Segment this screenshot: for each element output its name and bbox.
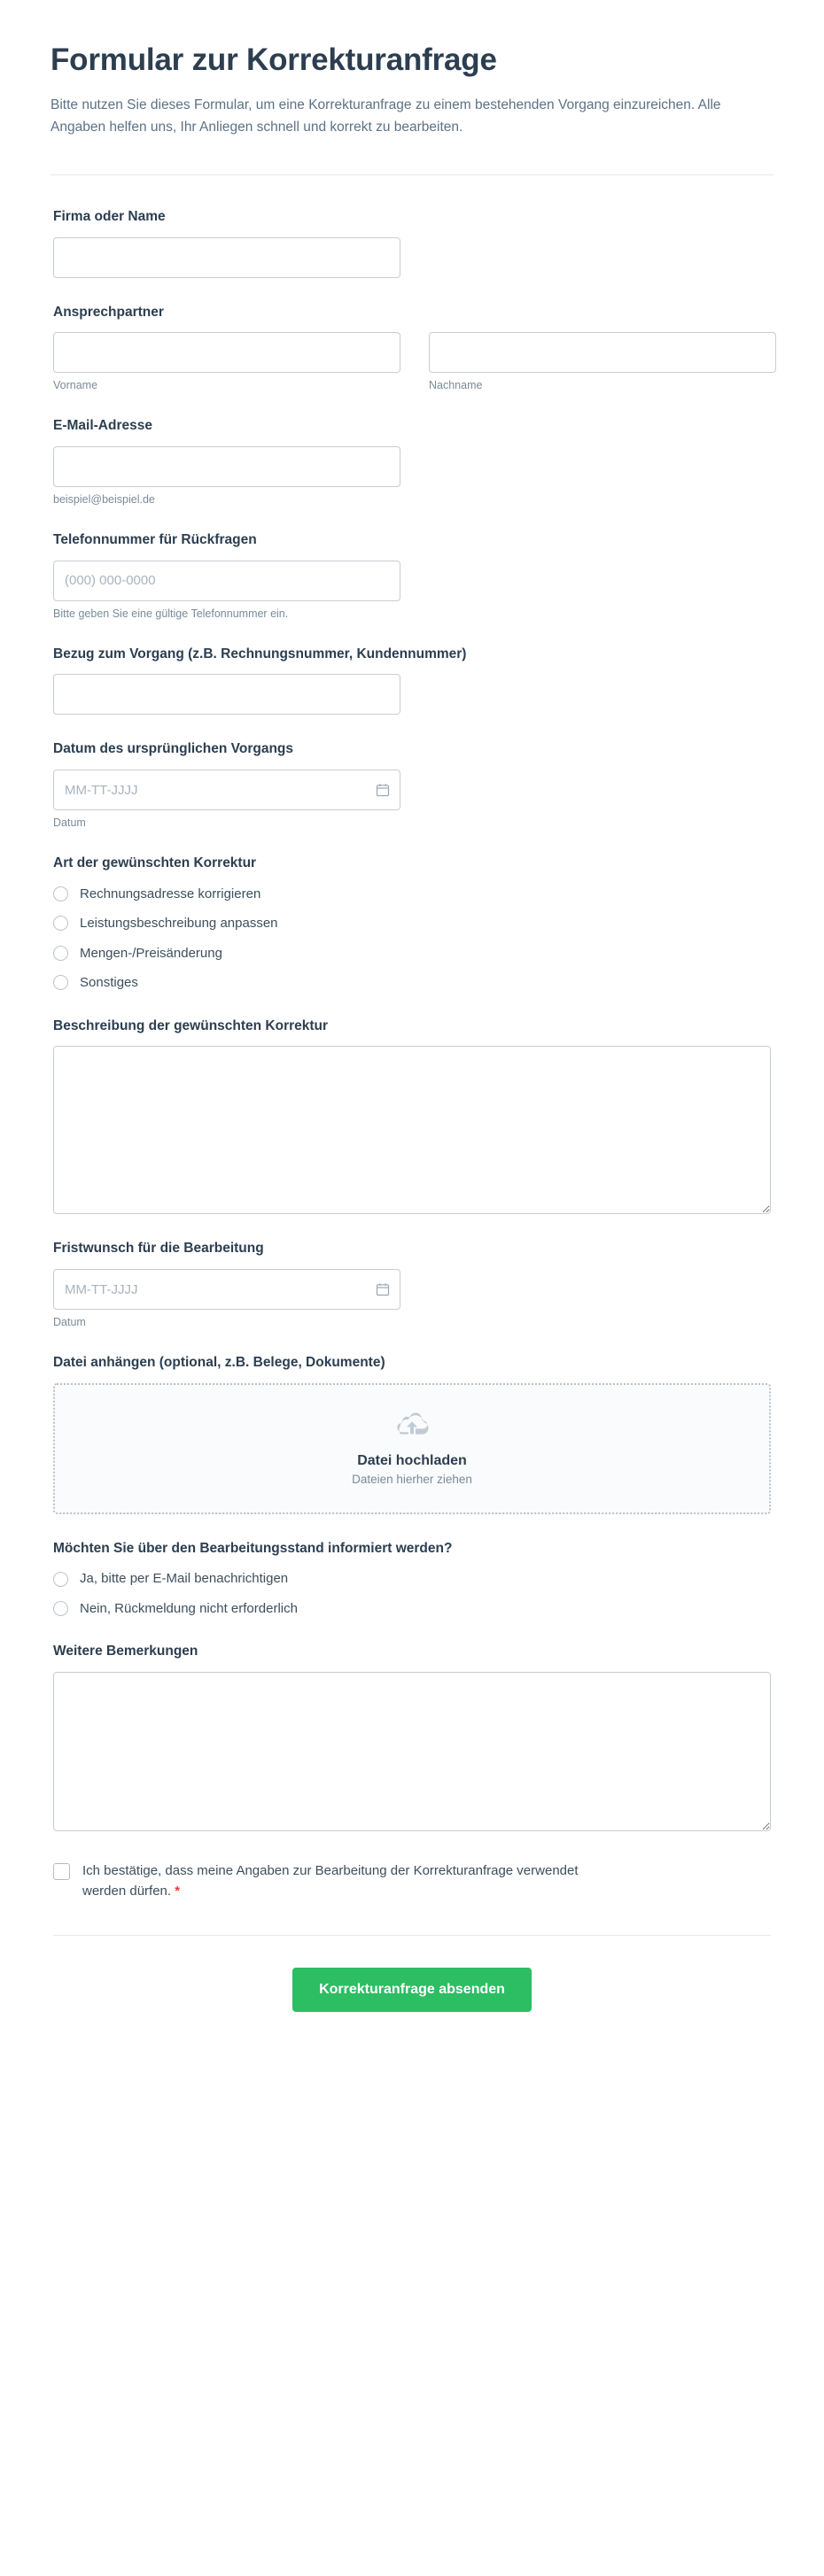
radio-option-label: Leistungsbeschreibung anpassen [80,916,278,932]
field-correction-type [53,854,771,992]
original-date-sublabel: Datum [53,816,86,829]
field-description [53,1017,771,1215]
radio-icon[interactable] [53,975,68,990]
phone-sublabel: Bitte geben Sie eine gültige Telefonnummer ein. [53,607,289,620]
field-company [53,207,771,278]
radio-option-label: Ja, bitte per E-Mail benachrichtigen [80,1571,289,1587]
cloud-upload-icon [393,1411,431,1444]
company-label: Firma oder Name [53,208,166,224]
deadline-label: Fristwunsch für die Bearbeitung [53,1241,264,1257]
phone-input[interactable] [53,561,400,601]
contact-name-row [53,332,771,391]
field-original-date [53,739,771,829]
submit-row [53,1936,771,2021]
original-date-input[interactable] [53,770,400,810]
first-name-sublabel: Vorname [53,379,98,392]
contact-last-col [429,332,776,391]
form-fields [0,175,824,2021]
field-notify [53,1539,771,1618]
contact-label: Ansprechpartner [53,304,164,320]
consent-checkbox[interactable] [53,1863,70,1880]
radio-option-rechnungsadresse[interactable] [53,886,771,903]
original-date-wrap [53,770,400,810]
upload-button-label[interactable]: Datei hochladen [357,1453,467,1469]
email-sublabel: beispiel@beispiel.de [53,492,155,506]
field-consent[interactable] [53,1861,771,1901]
last-name-input[interactable] [429,332,776,373]
correction-type-label: Art der gewünschten Korrektur [53,855,257,870]
last-name-sublabel: Nachname [429,379,483,392]
deadline-input[interactable] [53,1269,400,1310]
radio-option-leistungsbeschreibung[interactable] [53,915,771,932]
radio-icon[interactable] [53,886,68,901]
consent-text: Ich bestätige, dass meine Angaben zur Bearbeitung der Korrekturanfrage verwendet werden dürfen. [82,1863,579,1899]
email-input[interactable] [53,446,400,487]
form-header [51,0,773,175]
page-subtitle: Bitte nutzen Sie dieses Formular, um eine Korrekturanfrage zu einem bestehenden Vorgang einzureichen. Alle Angaben helfen uns, Ihr Anliegen schnell und korrekt zu bearbeiten. [51,97,721,135]
radio-icon[interactable] [53,1572,68,1587]
phone-label: Telefonnummer für Rückfragen [53,531,257,547]
description-textarea[interactable] [53,1046,771,1214]
first-name-input[interactable] [53,332,400,373]
remarks-label: Weitere Bemerkungen [53,1644,198,1659]
field-phone [53,530,771,620]
radio-option-mengen-preis[interactable] [53,945,771,963]
radio-icon[interactable] [53,946,68,961]
field-email [53,416,771,506]
radio-option-notify-yes[interactable] [53,1570,771,1588]
radio-option-sonstiges[interactable] [53,974,771,992]
attachment-label: Datei anhängen (optional, z.B. Belege, Dokumente) [53,1355,385,1371]
notify-options [53,1570,771,1617]
radio-option-label: Sonstiges [80,975,138,991]
radio-option-notify-no[interactable] [53,1600,771,1618]
company-input[interactable] [53,237,400,278]
field-remarks [53,1642,771,1831]
required-marker: * [175,1883,181,1899]
field-contact [53,303,771,392]
consent-label [82,1861,614,1901]
deadline-sublabel: Datum [53,1316,86,1329]
notify-label: Möchten Sie über den Bearbeitungsstand informiert werden? [53,1540,453,1556]
radio-option-label: Mengen-/Preisänderung [80,945,222,961]
radio-option-label: Rechnungsadresse korrigieren [80,886,261,901]
field-deadline [53,1239,771,1328]
correction-type-options [53,886,771,992]
field-attachment [53,1353,771,1514]
remarks-textarea[interactable] [53,1672,771,1831]
drop-hint: Dateien hierher ziehen [352,1473,472,1487]
file-dropzone[interactable] [53,1383,771,1514]
page-title: Formular zur Korrekturanfrage [51,43,497,77]
radio-icon[interactable] [53,916,68,931]
radio-icon[interactable] [53,1601,68,1616]
radio-option-label: Nein, Rückmeldung nicht erforderlich [80,1600,298,1616]
description-label: Beschreibung der gewünschten Korrektur [53,1017,329,1033]
reference-input[interactable] [53,674,400,715]
submit-button[interactable]: Korrekturanfrage absenden [292,1968,532,2012]
original-date-label: Datum des ursprünglichen Vorgangs [53,741,294,757]
deadline-date-wrap [53,1269,400,1310]
contact-first-col [53,332,400,391]
email-label: E-Mail-Adresse [53,418,152,434]
reference-label: Bezug zum Vorgang (z.B. Rechnungsnummer, Kundennummer) [53,646,467,661]
field-reference [53,645,771,716]
